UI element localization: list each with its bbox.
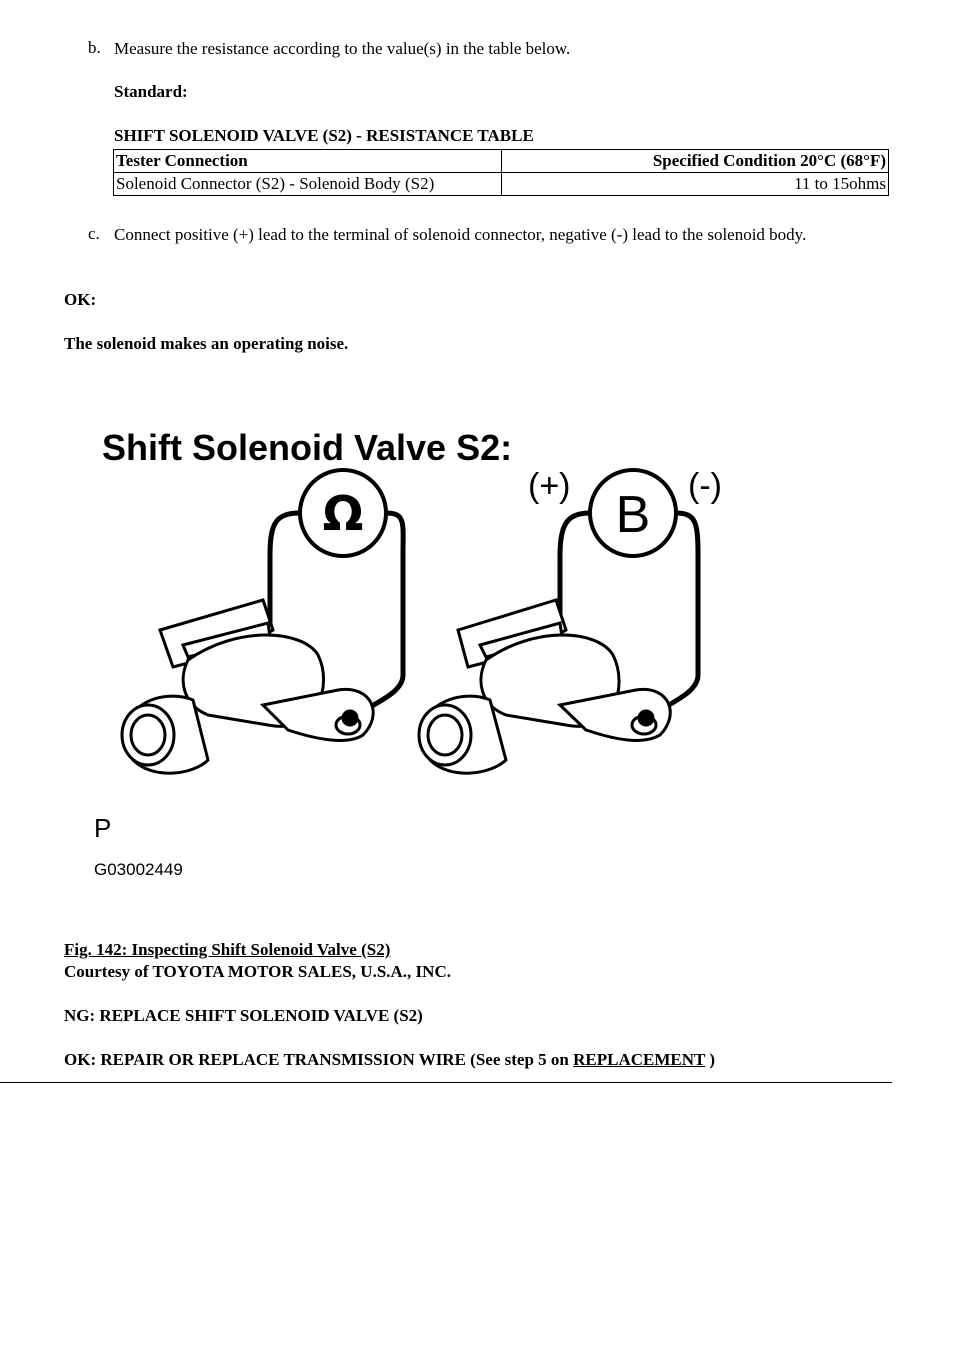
ok-instruction-text: OK: REPAIR OR REPLACE TRANSMISSION WIRE (See step 5 on: [64, 1050, 574, 1069]
figure-heading: Shift Solenoid Valve S2:: [102, 427, 513, 468]
negative-label: (-): [688, 467, 722, 505]
battery-symbol: B: [615, 486, 651, 544]
ohmmeter-icon: [300, 470, 386, 556]
ohm-symbol: Ω: [322, 486, 364, 542]
ng-instruction: NG: REPLACE SHIFT SOLENOID VALVE (S2): [64, 1006, 423, 1025]
lead-wire: [560, 513, 590, 625]
table-row: [114, 173, 889, 196]
battery-icon: [590, 470, 676, 556]
ok-label: OK:: [64, 290, 97, 309]
table-header-cell: Tester Connection: [114, 150, 502, 173]
ok-text: The solenoid makes an operating noise.: [64, 334, 349, 353]
table-header-row: [114, 150, 889, 173]
resistance-table: [113, 149, 889, 196]
solenoid-valve-icon: [122, 600, 373, 773]
table-cell: 11 to 15ohms: [502, 173, 889, 196]
table-cell: Solenoid Connector (S2) - Solenoid Body (S2): [114, 173, 502, 196]
figure-caption: Fig. 142: Inspecting Shift Solenoid Valve (S2): [64, 940, 391, 959]
lead-wire: [270, 513, 300, 625]
page-divider: [0, 1082, 892, 1083]
solenoid-valve-icon: [419, 600, 670, 773]
replacement-link[interactable]: REPLACEMENT: [573, 1050, 706, 1069]
positive-label: (+): [528, 467, 571, 505]
step-b-label: b.: [88, 38, 101, 57]
step-c-text: Connect positive (+) lead to the terminal of solenoid connector, negative (-) lead to the solenoid body.: [114, 225, 807, 244]
ok-instruction-suffix: ): [705, 1050, 715, 1069]
figure-letter: P: [94, 813, 112, 843]
solenoid-figure: [88, 405, 808, 895]
table-title: SHIFT SOLENOID VALVE (S2) - RESISTANCE TABLE: [114, 126, 534, 145]
ok-instruction: [64, 1050, 715, 1070]
courtesy-line: Courtesy of TOYOTA MOTOR SALES, U.S.A., INC.: [64, 962, 451, 981]
figure-code: G03002449: [94, 860, 183, 879]
step-b-text: Measure the resistance according to the value(s) in the table below.: [114, 39, 571, 58]
standard-label: Standard:: [114, 82, 188, 101]
step-c-label: c.: [88, 224, 100, 243]
table-header-cell: Specified Condition 20°C (68°F): [502, 150, 889, 173]
